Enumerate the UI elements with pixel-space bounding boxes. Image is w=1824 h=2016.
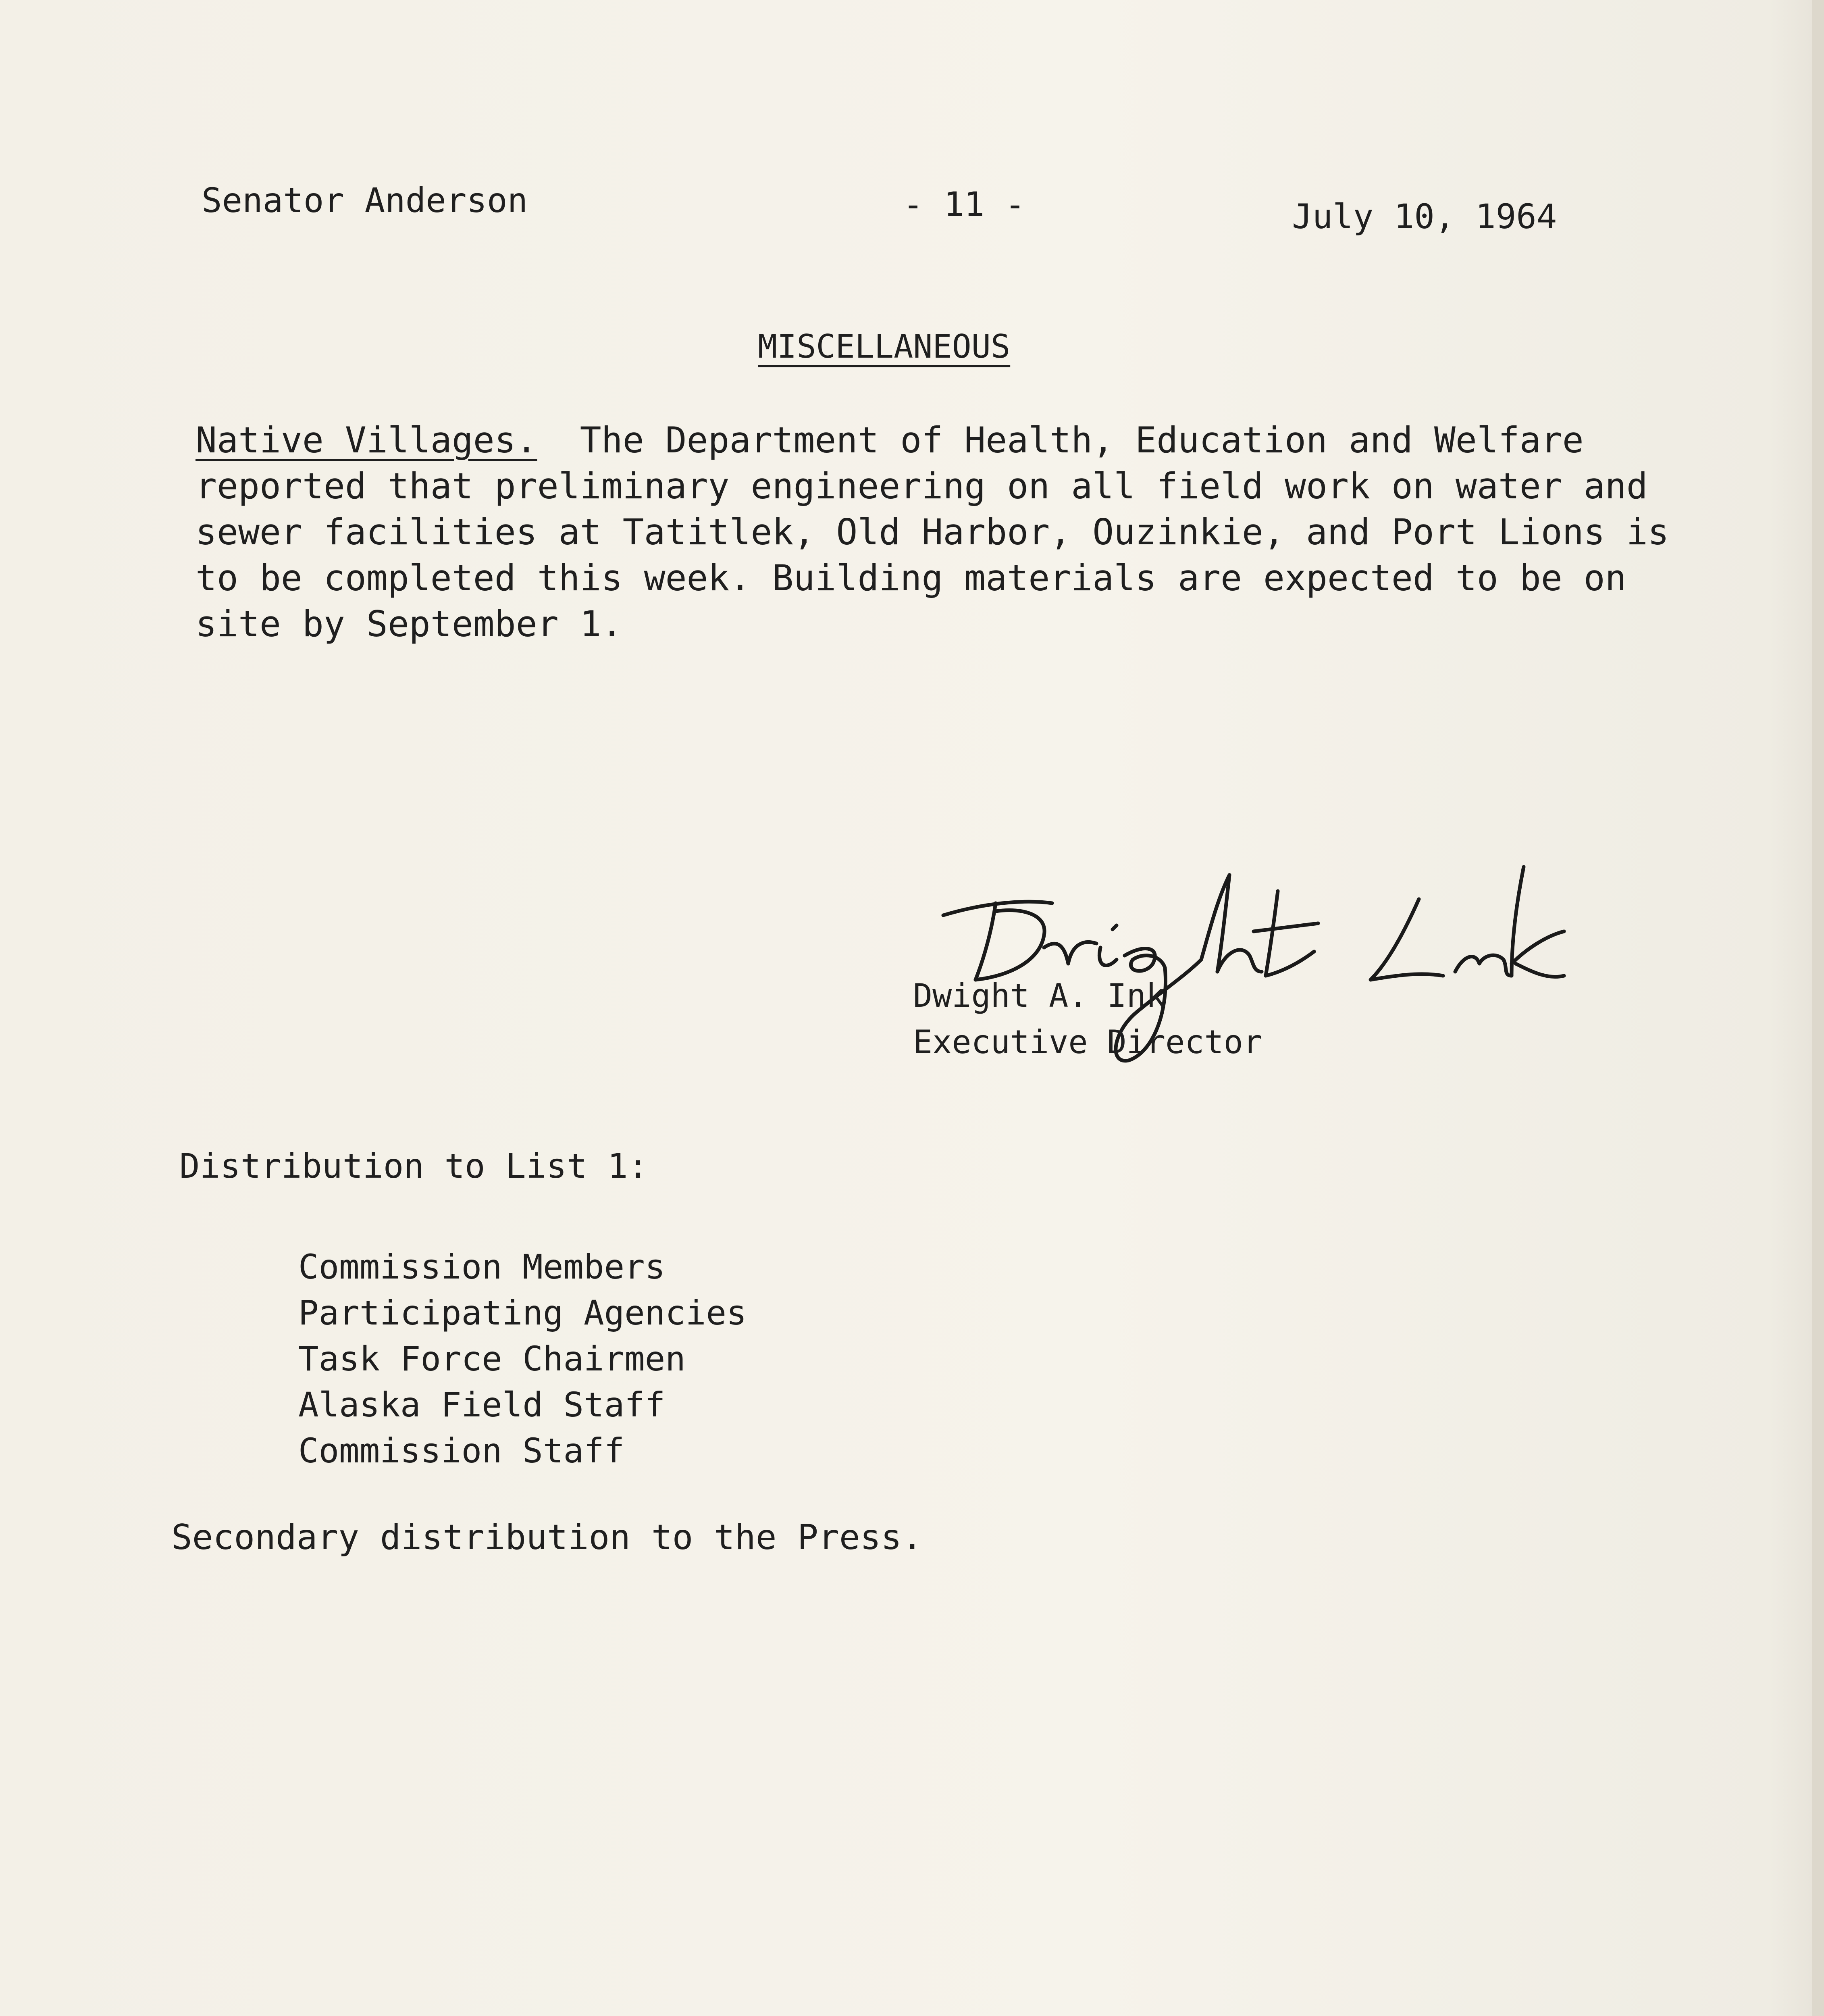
- distribution-item: Alaska Field Staff: [298, 1385, 666, 1425]
- distribution-label: Distribution to List 1:: [179, 1146, 649, 1186]
- secondary-distribution: Secondary distribution to the Press.: [171, 1517, 923, 1558]
- distribution-item: Task Force Chairmen: [298, 1339, 686, 1379]
- distribution-item: Commission Members: [298, 1247, 666, 1287]
- signatory-title: Executive Director: [913, 1023, 1262, 1061]
- distribution-item: Commission Staff: [298, 1431, 625, 1470]
- signatory-name: Dwight A. Ink: [913, 977, 1166, 1014]
- header-recipient: Senator Anderson: [202, 181, 528, 220]
- header-date: July 10, 1964: [1292, 197, 1557, 236]
- section-paragraph: [196, 417, 1691, 647]
- paragraph-body: The Department of Health, Education and Welfare reported that preliminary engineering on all field work on water and sewer facilities at Tatitlek, Old Harbor, Ouzinkie, and Port Lions is to be completed this week. Building materials are expected to be on site by September 1.: [196, 419, 1691, 645]
- distribution-list: [298, 1244, 747, 1474]
- page-edge: [1812, 0, 1824, 2016]
- header-page-number: - 11 -: [903, 185, 1025, 224]
- section-heading: MISCELLANEOUS: [758, 328, 1011, 365]
- run-in-title: Native Villages.: [196, 419, 537, 461]
- distribution-item: Participating Agencies: [298, 1293, 747, 1333]
